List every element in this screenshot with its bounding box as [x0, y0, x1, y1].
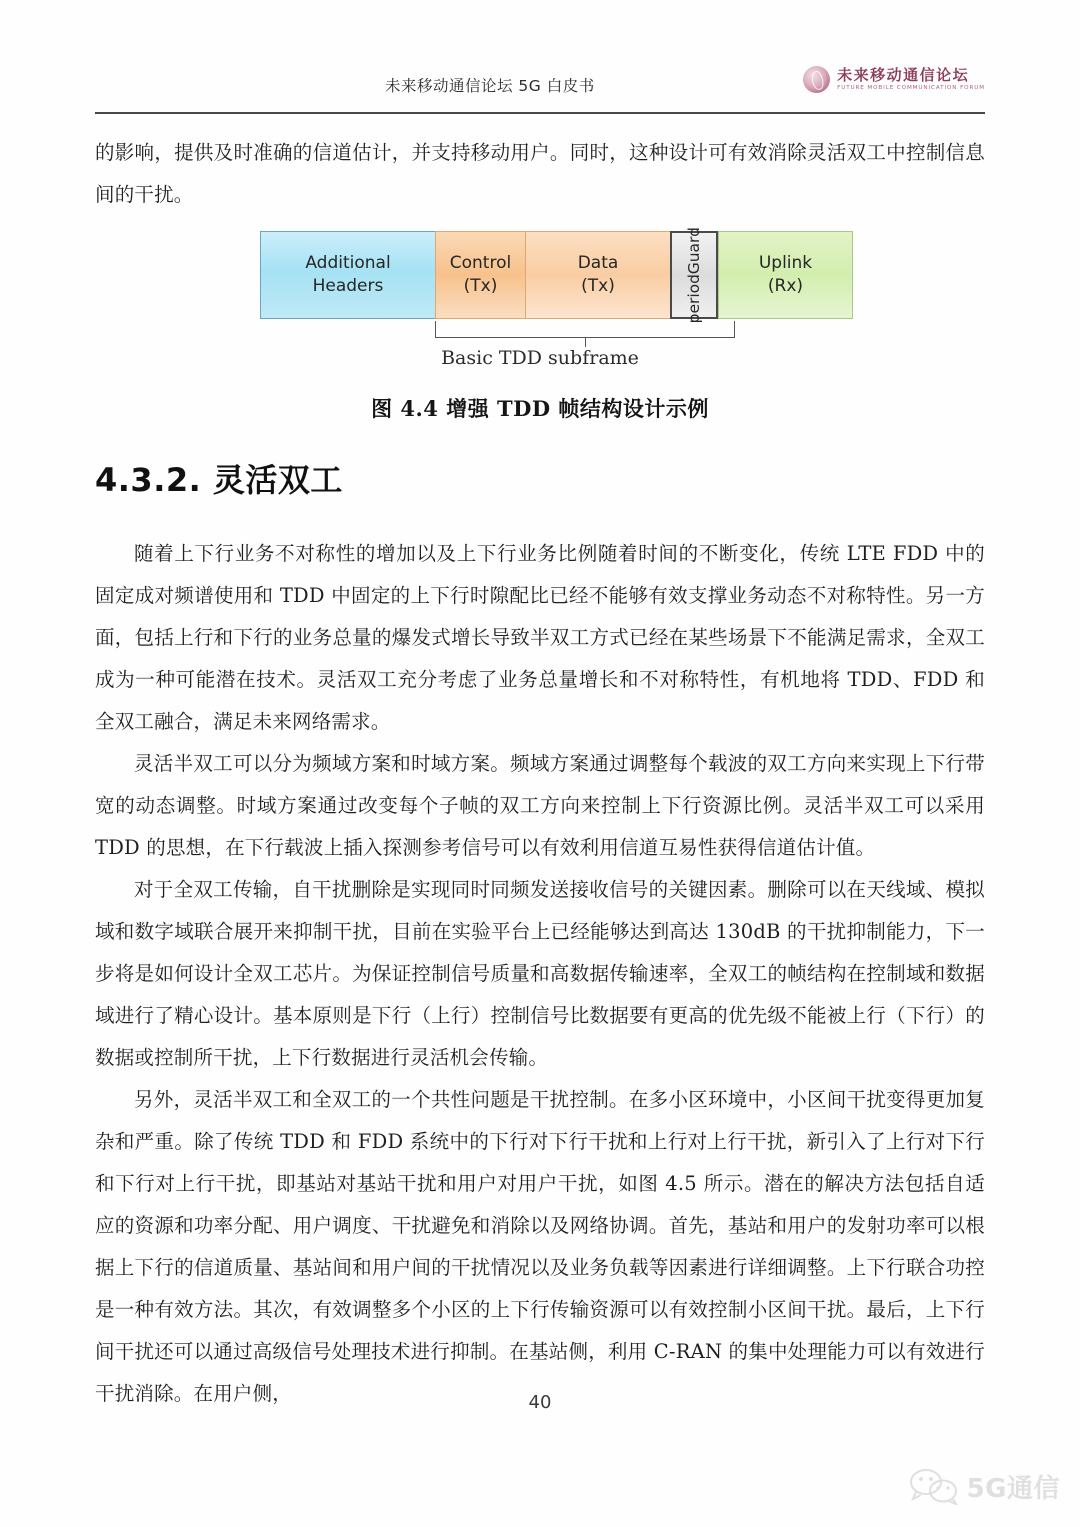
section-heading: 4.3.2. 灵活双工 — [95, 461, 343, 499]
forum-logo — [803, 66, 985, 93]
paragraph-4: 另外，灵活半双工和全双工的一个共性问题是干扰控制。在多小区环境中，小区间干扰变得更加复杂和严重。除了传统 TDD 和 FDD 系统中的下行对下行干扰和上行对上行干扰，新引入了上行对下行和下行对上行干扰，即基站对基站干扰和用户对用户干扰，如图 4.5 所示。潜在的解决方法包括自适应的资源和功率分配、用户调度、干扰避免和消除以及网络协调。首先，基站和用户的发射功率可以根据上下行的信道质量、基站间和用户间的干扰情况以及业务负载等因素进行详细调整。上下行联合功控是一种有效方法。其次，有效调整多个小区的上下行传输资源可以有效控制小区间干扰。最后，上下行间干扰还可以通过高级信号处理技术进行抑制。在基站侧，利用 C-RAN 的集中处理能力可以有效进行干扰消除。在用户侧， — [95, 1088, 985, 1405]
watermark-text: 5G通信 — [966, 1473, 1060, 1504]
frame-segment-additional-headers — [260, 231, 435, 319]
paragraph-continuation: 的影响，提供及时准确的信道估计，并支持移动用户。同时，这种设计可有效消除灵活双工中控制信息间的干扰。 — [95, 141, 985, 206]
segment-label-line1: Control — [449, 253, 512, 273]
forum-logo-text — [837, 65, 985, 92]
segment-label-line2: (Tx) — [581, 276, 615, 296]
segment-label-line1: Data — [577, 253, 619, 273]
bracket-tick-left — [435, 321, 436, 338]
subframe-label: Basic TDD subframe — [441, 347, 639, 369]
segment-label-line2: (Rx) — [767, 276, 804, 296]
segment-label-line2: (Tx) — [463, 276, 498, 296]
header-title: 未来移动通信论坛 5G 白皮书 — [385, 77, 595, 95]
frame-segment-uplink-rx — [718, 231, 853, 319]
forum-seal-icon — [803, 66, 830, 93]
figure-tdd-frame — [95, 225, 985, 380]
segment-label-line1: Uplink — [758, 253, 813, 273]
frame-segment-data-tx — [525, 231, 670, 319]
tdd-frame-diagram — [260, 226, 853, 324]
bracket-tick-right — [734, 321, 735, 338]
forum-logo-cn: 未来移动通信论坛 — [837, 65, 970, 84]
segment-label-line1: Additional — [305, 253, 391, 273]
frame-segment-control-tx — [435, 231, 525, 319]
paragraph-1: 随着上下行业务不对称性的增加以及上下行业务比例随着时间的不断变化，传统 LTE FDD 中的固定成对频谱使用和 TDD 中固定的上下行时隙配比已经不能够有效支撑业务动态不对称特性。另一方面，包括上行和下行的业务总量的爆发式增长导致半双工方式已经在某些场景下不能满足需求，全双工成为一种可能潜在技术。灵活双工充分考虑了业务总量增长和不对称特性，有机地将 TDD、FDD 和全双工融合，满足未来网络需求。 — [95, 542, 985, 733]
segment-label-line2: period — [684, 273, 703, 324]
header-divider — [95, 112, 985, 114]
paragraph-3: 对于全双工传输，自干扰删除是实现同时同频发送接收信号的关键因素。删除可以在天线域、模拟域和数字域联合展开来抑制干扰，目前在实验平台上已经能够达到高达 130dB 的干扰抑制能力，下一步将是如何设计全双工芯片。为保证控制信号质量和高数据传输速率，全双工的帧结构在控制域和数据域进行了精心设计。基本原则是下行（上行）控制信号比数据要有更高的优先级不能被上行（下行）的数据或控制所干扰，上下行数据进行灵活机会传输。 — [95, 878, 985, 1069]
segment-label-line1: Guard — [684, 226, 703, 274]
segment-label-line2: Headers — [312, 276, 384, 296]
forum-logo-en: FUTURE MOBILE COMMUNICATION FORUM — [837, 84, 985, 91]
page-header — [95, 65, 985, 112]
page-number: 40 — [528, 1392, 552, 1413]
watermark — [907, 1467, 1060, 1505]
subframe-bracket — [435, 321, 735, 343]
figure-caption: 图 4.4 增强 TDD 帧结构设计示例 — [371, 396, 709, 421]
bracket-stem — [585, 337, 586, 347]
wechat-icon — [907, 1467, 961, 1505]
paragraph-2: 灵活半双工可以分为频域方案和时域方案。频域方案通过调整每个载波的双工方向来实现上下行带宽的动态调整。时域方案通过改变每个子帧的双工方向来控制上下行资源比例。灵活半双工可以采用 TDD 的思想，在下行载波上插入探测参考信号可以有效利用信道互易性获得信道估计值。 — [95, 752, 985, 859]
frame-segment-guard-period — [670, 226, 718, 324]
